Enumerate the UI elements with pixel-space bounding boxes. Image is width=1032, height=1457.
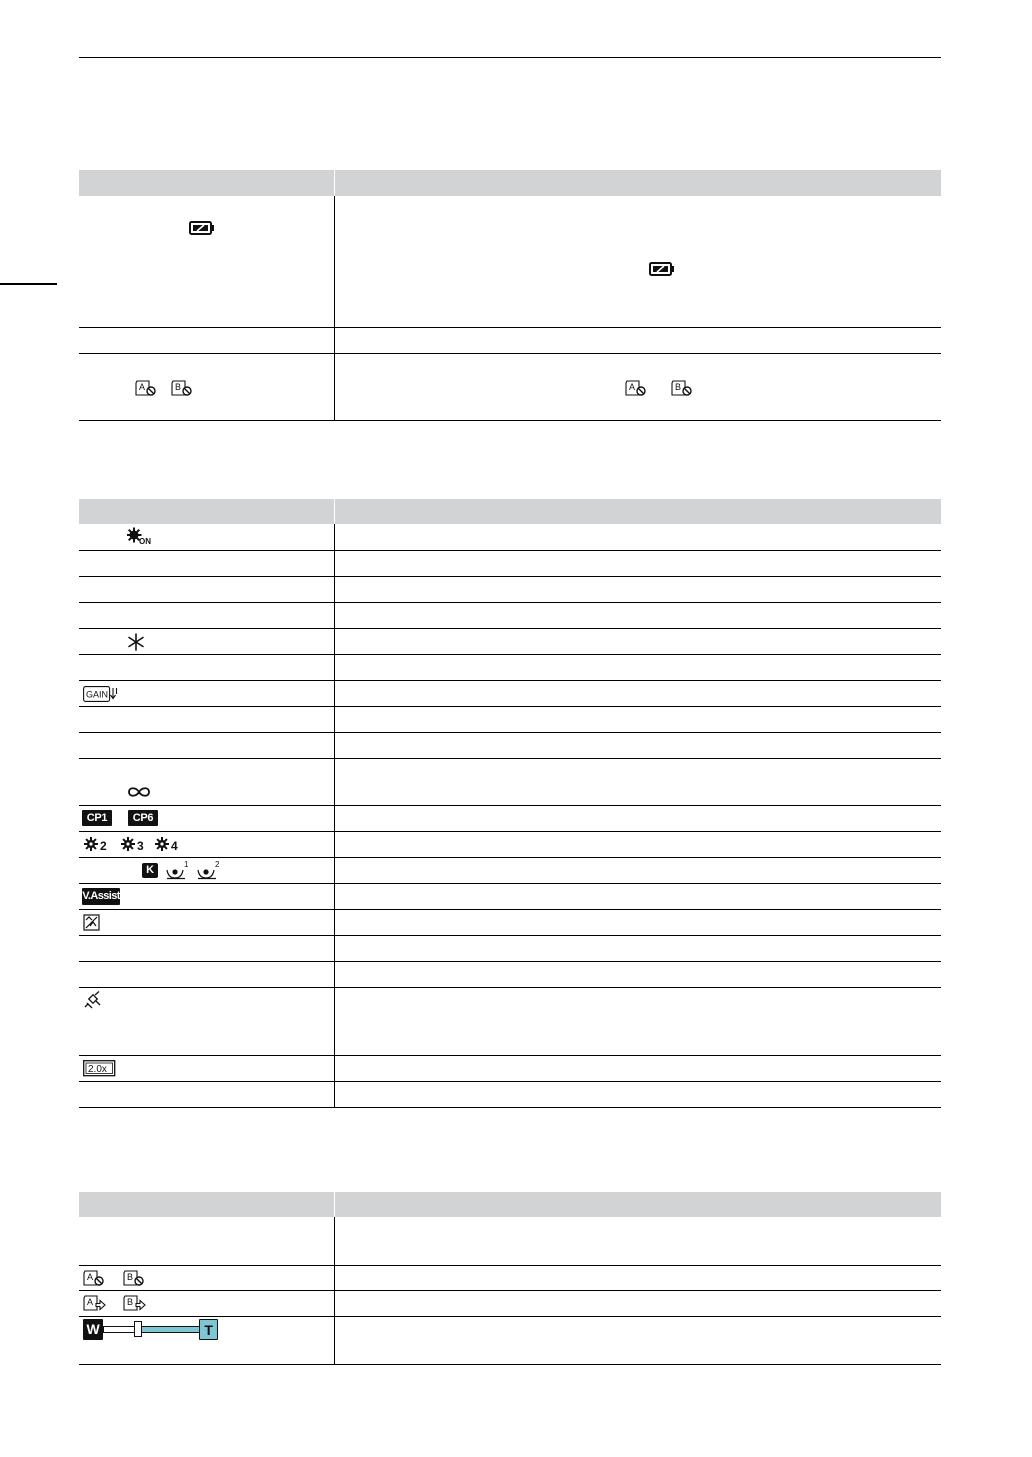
- card-slot-b-protected-icon: [171, 380, 193, 396]
- info-table-1: [79, 170, 941, 421]
- svg-text:1: 1: [184, 859, 189, 869]
- battery-empty-icon: [189, 221, 215, 235]
- svg-text:3: 3: [137, 838, 144, 853]
- skin-detail-1-icon: [165, 858, 191, 880]
- table-row: [79, 196, 941, 327]
- svg-text:B: B: [127, 1271, 134, 1282]
- table-row: [79, 987, 941, 1055]
- svg-text:2: 2: [100, 838, 107, 853]
- svg-text:2.0x: 2.0x: [88, 1063, 107, 1075]
- assignable-function-4-icon: [154, 836, 184, 854]
- table-row: [79, 1265, 941, 1290]
- table-row: [79, 857, 941, 883]
- assignable-function-2-icon: [83, 836, 113, 854]
- column-header-icon: [79, 499, 334, 524]
- skin-detail-2-icon: [196, 858, 222, 880]
- table-row: [79, 1055, 941, 1081]
- table-row: [79, 327, 941, 353]
- table-row: [79, 805, 941, 831]
- table-row: [79, 961, 941, 987]
- table-header-row: [79, 499, 941, 524]
- svg-text:A: A: [139, 381, 146, 392]
- table-row: [79, 758, 941, 805]
- svg-text:B: B: [674, 381, 681, 392]
- zoom-track: [103, 1326, 201, 1333]
- zoom-tele-icon: T: [199, 1319, 218, 1340]
- column-header-description: [334, 499, 941, 524]
- column-header-description: [334, 1192, 941, 1217]
- header-rule: [79, 57, 941, 58]
- chapter-margin-mark: [0, 283, 57, 285]
- k-setting-icon: K: [142, 863, 158, 878]
- custom-picture-cp6-icon: CP6: [128, 810, 158, 826]
- svg-text:B: B: [175, 381, 182, 392]
- table-row: [79, 1217, 941, 1265]
- card-slot-a-protected-icon: [83, 1270, 105, 1286]
- svg-text:4: 4: [171, 838, 178, 853]
- svg-text:A: A: [87, 1271, 94, 1282]
- zoom-fill: [138, 1327, 200, 1332]
- svg-text:A: A: [87, 1296, 94, 1307]
- table-row: [79, 550, 941, 576]
- card-slot-b-relay-icon: [123, 1295, 147, 1311]
- card-slot-a-protected-icon: [135, 380, 157, 396]
- svg-text:ON: ON: [139, 537, 151, 545]
- custom-picture-cp1-icon: CP1: [82, 810, 112, 826]
- table-row: [79, 680, 941, 706]
- zoom-position-bar: [83, 1319, 219, 1341]
- card-slot-b-protected-icon: [123, 1270, 145, 1286]
- digital-zoom-2x-icon: [83, 1060, 117, 1077]
- table-row: [79, 1081, 941, 1107]
- zoom-position-marker: [134, 1321, 142, 1337]
- gps-satellite-icon: [84, 991, 104, 1009]
- zoom-wide-icon: W: [83, 1319, 103, 1340]
- table-header-row: [79, 170, 941, 196]
- battery-empty-icon: [649, 262, 675, 276]
- table-row: [79, 732, 941, 758]
- table-row: [79, 628, 941, 654]
- card-slot-a-relay-icon: [83, 1295, 107, 1311]
- table-row: [79, 1290, 941, 1316]
- svg-text:GAIN: GAIN: [86, 689, 109, 699]
- info-table-2: [79, 499, 941, 1108]
- table-row: [79, 576, 941, 602]
- column-header-description: [334, 170, 941, 196]
- assignable-function-3-icon: [120, 836, 150, 854]
- column-header-icon: [79, 170, 334, 196]
- table-row: [79, 353, 941, 420]
- table-row: [79, 831, 941, 857]
- table-row: [79, 909, 941, 935]
- infinity-icon: [127, 785, 151, 799]
- peaking-icon: [83, 914, 101, 932]
- table-header-row: [79, 1192, 941, 1217]
- table-row: [79, 602, 941, 628]
- gain-limit-icon: [83, 686, 119, 702]
- info-table-3: [79, 1192, 941, 1365]
- asterisk-icon: [127, 633, 145, 651]
- table-row: [79, 654, 941, 680]
- table-row: [79, 524, 941, 550]
- table-row: [79, 706, 941, 732]
- custom-function-on-icon: [127, 527, 153, 545]
- table-row: [79, 883, 941, 909]
- svg-text:2: 2: [215, 859, 220, 869]
- svg-text:A: A: [628, 381, 635, 392]
- view-assist-icon: V.Assist: [82, 888, 120, 905]
- table-row: [79, 935, 941, 961]
- card-slot-a-protected-icon: [625, 380, 647, 396]
- card-slot-b-protected-icon: [671, 380, 693, 396]
- column-header-icon: [79, 1192, 334, 1217]
- svg-text:B: B: [127, 1296, 134, 1307]
- table-row: [79, 1316, 941, 1364]
